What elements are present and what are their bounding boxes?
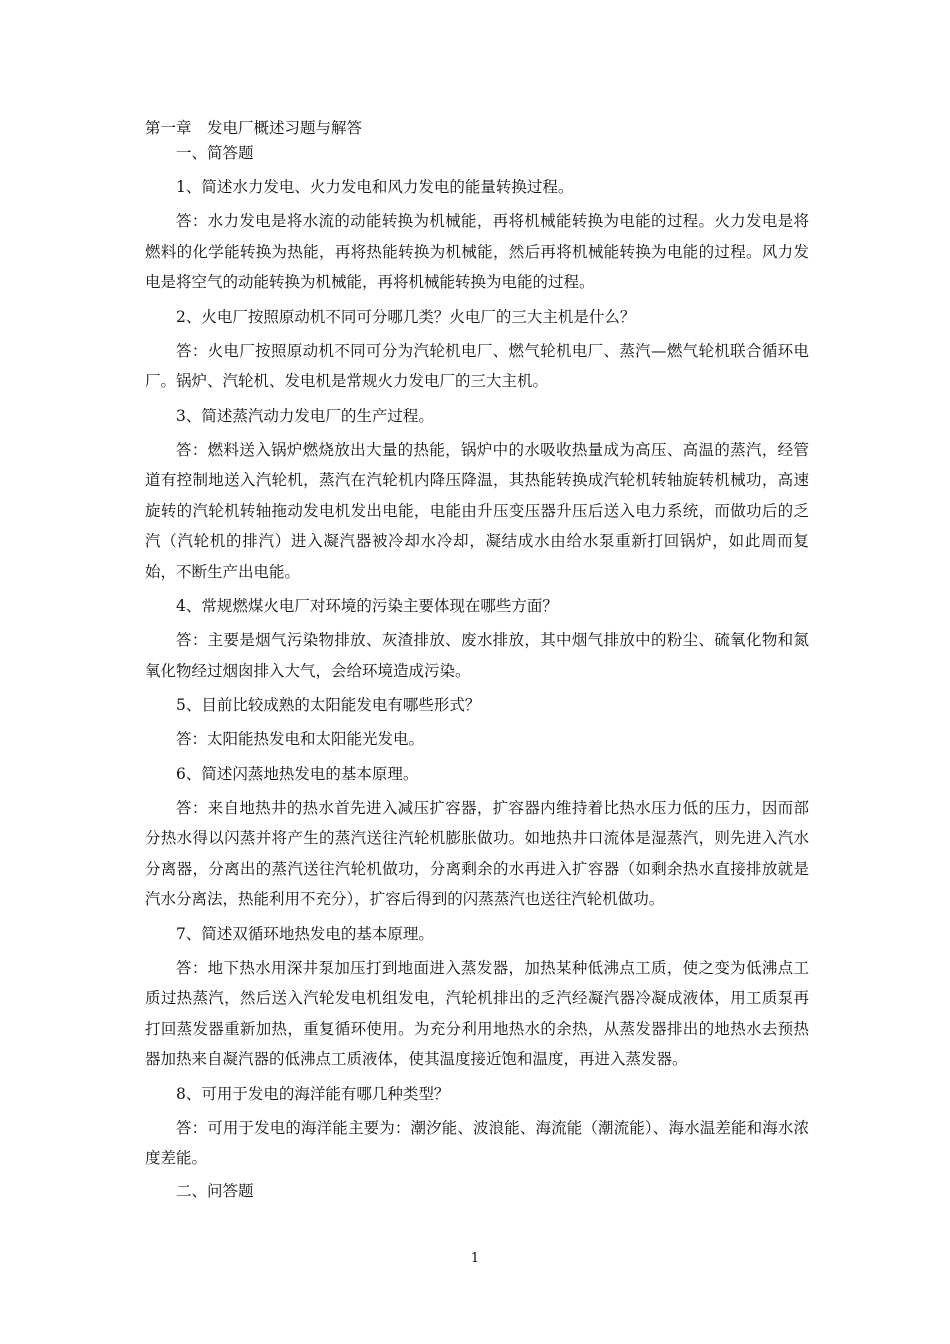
question-5: 5、目前比较成熟的太阳能发电有哪些形式？ bbox=[176, 696, 481, 714]
question-6: 6、简述闪蒸地热发电的基本原理。 bbox=[176, 764, 419, 783]
question-7: 7、简述双循环地热发电的基本原理。 bbox=[176, 924, 434, 943]
section-heading-short-answer: 一、简答题 bbox=[176, 144, 254, 162]
page-number: 1 bbox=[470, 1251, 480, 1266]
answer-6: 答：来自地热井的热水首先进入减压扩容器，扩容器内维持着比热水压力低的压力，因而部分热水得以闪蒸并将产生的蒸汽送往汽轮机膨胀做功。如地热井口流体是湿蒸汽，则先进入汽水分离器，分离出的蒸汽送往汽轮机做功，分离剩余的水再进入扩容器（如剩余热水直接排放就是汽水分离法，热能利用不充分），扩容后得到的闪蒸蒸汽也送往汽轮机做功。 bbox=[145, 798, 809, 908]
answer-2: 答：火电厂按照原动机不同可分为汽轮机电厂、燃气轮机电厂、蒸汽—燃气轮机联合循环电厂。锅炉、汽轮机、发电机是常规火力发电厂的三大主机。 bbox=[145, 341, 809, 390]
answer-8: 答：可用于发电的海洋能主要为：潮汐能、波浪能、海流能（潮流能）、海水温差能和海水浓度差能。 bbox=[145, 1118, 809, 1167]
answer-4: 答：主要是烟气污染物排放、灰渣排放、废水排放，其中烟气排放中的粉尘、硫氧化物和氮氧化物经过烟囱排入大气，会给环境造成污染。 bbox=[145, 631, 809, 680]
document-body bbox=[145, 116, 809, 1210]
chapter-title: 第一章 发电厂概述习题与解答 bbox=[145, 119, 363, 137]
question-4: 4、常规燃煤火电厂对环境的污染主要体现在哪些方面？ bbox=[176, 597, 558, 615]
answer-7: 答：地下热水用深井泵加压打到地面进入蒸发器，加热某种低沸点工质，使之变为低沸点工质过热蒸汽，然后送入汽轮发电机组发电，汽轮机排出的乏汽经凝汽器冷凝成液体，用工质泵再打回蒸发器重新加热，重复循环使用。为充分利用地热水的余热，从蒸发器排出的地热水去预热器加热来自凝汽器的低沸点工质液体，使其温度接近饱和温度，再进入蒸发器。 bbox=[145, 958, 809, 1068]
question-8: 8、可用于发电的海洋能有哪几种类型？ bbox=[176, 1084, 450, 1103]
answer-1: 答：水力发电是将水流的动能转换为机械能，再将机械能转换为电能的过程。火力发电是将燃料的化学能转换为热能，再将热能转换为机械能，然后再将机械能转换为电能的过程。风力发电是将空气的动能转换为机械能，再将机械能转换为电能的过程。 bbox=[145, 212, 809, 291]
answer-3: 答：燃料送入锅炉燃烧放出大量的热能，锅炉中的水吸收热量成为高压、高温的蒸汽，经管道有控制地送入汽轮机，蒸汽在汽轮机内降压降温，其热能转换成汽轮机转轴旋转机械功，高速旋转的汽轮机转轴拖动发电机发出电能，电能由升压变压器升压后送入电力系统，而做功后的乏汽（汽轮机的排汽）进入凝汽器被冷却水冷却，凝结成水由给水泵重新打回锅炉，如此周而复始，不断生产出电能。 bbox=[145, 440, 809, 581]
question-1: 1、简述水力发电、火力发电和风力发电的能量转换过程。 bbox=[176, 178, 574, 196]
question-2: 2、火电厂按照原动机不同可分哪几类？火电厂的三大主机是什么？ bbox=[176, 307, 636, 326]
question-3: 3、简述蒸汽动力发电厂的生产过程。 bbox=[176, 406, 434, 425]
answer-5: 答：太阳能热发电和太阳能光发电。 bbox=[176, 730, 425, 748]
section-heading-questions: 二、问答题 bbox=[176, 1181, 254, 1200]
